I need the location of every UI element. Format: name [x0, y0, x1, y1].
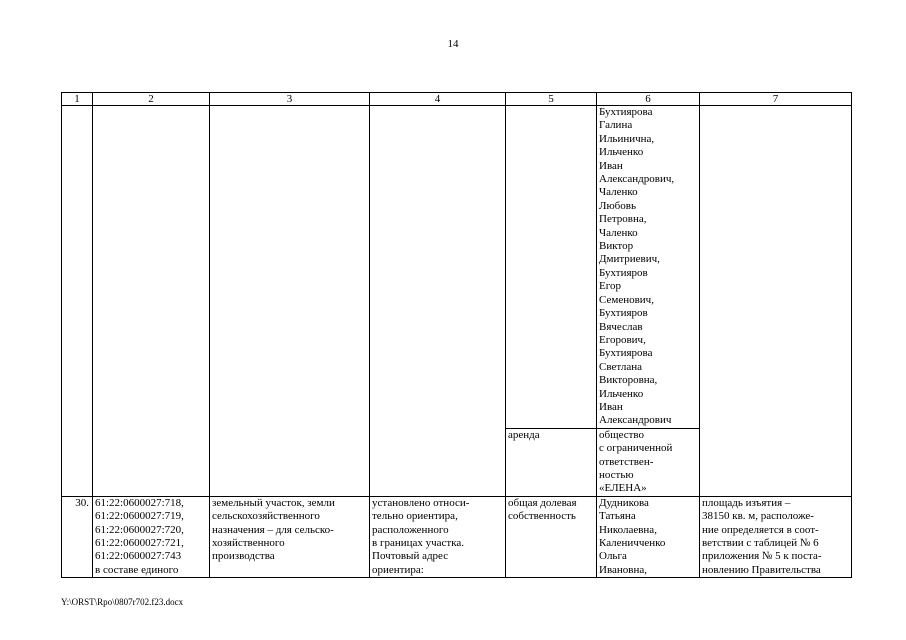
plot-description-cell: земельный участок, земли сельскохозяйственного назначения – для сельско- хозяйственного производства [210, 496, 370, 577]
notes-cell: площадь изъятия – 38150 кв. м, расположе- ние определяется в соот- ветствии с таблицей № 6 приложения № 5 к поста- новлению Правительства [700, 496, 852, 577]
table-row [62, 496, 852, 577]
lessee-cell: общество с ограниченной ответствен- ностью «ЕЛЕНА» [597, 428, 700, 496]
empty-cell [210, 106, 370, 497]
empty-cell [370, 106, 506, 497]
owners-cell: Дудникова Татьяна Николаевна, Каленичченко Ольга Ивановна, [597, 496, 700, 577]
column-header-7: 7 [700, 93, 852, 106]
empty-cell [62, 106, 93, 497]
land-plots-table [61, 92, 852, 578]
page-number: 14 [447, 38, 459, 50]
document-file-path: Y:\ORST\Rpo\0807r702.f23.docx [61, 597, 184, 607]
empty-cell [506, 106, 597, 429]
table-header-row [62, 93, 852, 106]
cadastral-numbers-cell: 61:22:0600027:718, 61:22:0600027:719, 61:22:0600027:720, 61:22:0600027:721, 61:22:0600027:743 в составе единого [93, 496, 210, 577]
row-number: 30. [62, 496, 93, 577]
column-header-3: 3 [210, 93, 370, 106]
empty-cell [700, 106, 852, 497]
column-header-1: 1 [62, 93, 93, 106]
column-header-5: 5 [506, 93, 597, 106]
right-type-cell: общая долевая собственность [506, 496, 597, 577]
location-cell: установлено относи- тельно ориентира, расположенного в границах участка. Почтовый адрес ориентира: [370, 496, 506, 577]
column-header-6: 6 [597, 93, 700, 106]
table-row [62, 106, 852, 429]
empty-cell [93, 106, 210, 497]
column-header-2: 2 [93, 93, 210, 106]
column-header-4: 4 [370, 93, 506, 106]
right-type-cell: аренда [506, 428, 597, 496]
owners-cell: Бухтиярова Галина Ильинична, Ильченко Иван Александрович, Чаленко Любовь Петровна, Чаленко Виктор Дмитриевич, Бухтияров Егор Семенович, Бухтияров Вячеслав Егорович, Бухтиярова Светлана Викторовна, Ильченко Иван Александрович [597, 106, 700, 429]
